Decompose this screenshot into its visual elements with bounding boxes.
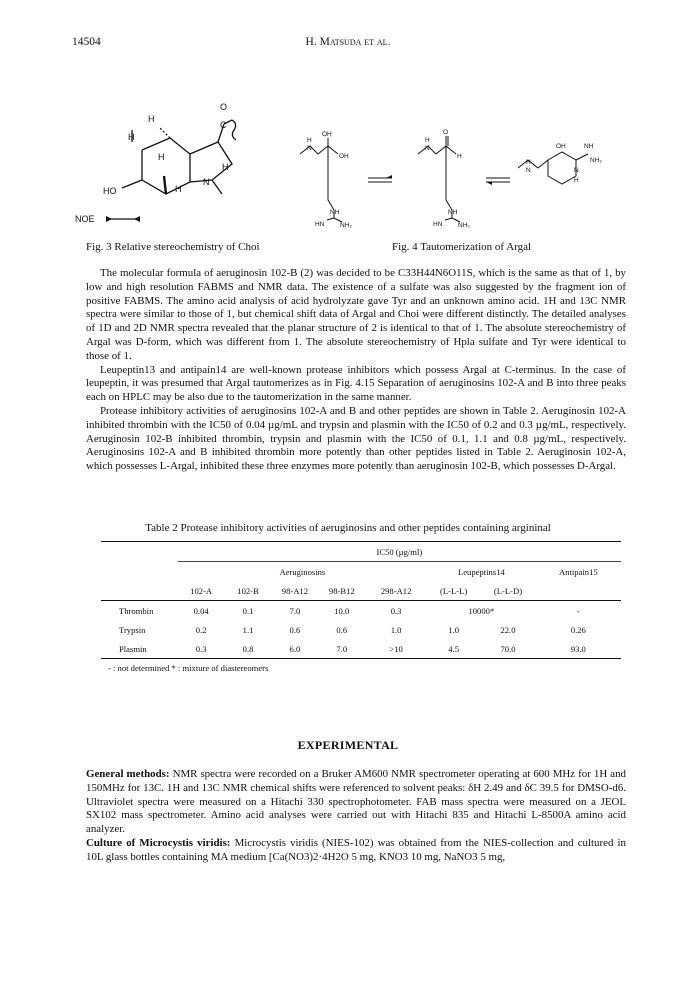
table-cell: - <box>576 605 580 616</box>
fig4-m1-oh1: OH <box>322 131 332 138</box>
general-methods-paragraph <box>86 768 626 837</box>
col-header: (L-L-L) <box>440 585 468 596</box>
table2 <box>101 541 621 659</box>
equilibrium-arrow-1-icon <box>386 175 392 178</box>
fig3-structure <box>106 120 236 219</box>
table-cell: 7.0 <box>336 643 348 654</box>
table-cell: 6.0 <box>289 643 301 654</box>
col-header: 102-A <box>190 585 213 596</box>
table-row <box>101 639 621 659</box>
antipain-header: Antipain15 <box>536 562 621 582</box>
fig3-atom-ho: HO <box>103 186 117 196</box>
col-header: 102-B <box>237 585 259 596</box>
table-cell: 0.6 <box>336 624 348 635</box>
equilibrium-arrow-2-icon <box>486 182 492 185</box>
fig4-structures <box>300 136 588 222</box>
fig4-m3-h2: H <box>574 177 579 184</box>
leupeptins-header: Leupeptins14 <box>427 562 536 582</box>
ic50-header: IC50 (µg/ml) <box>376 546 423 557</box>
row-label: Thrombin <box>119 605 154 616</box>
culture-paragraph <box>86 837 626 865</box>
running-authors: H. Matsuda et al. <box>305 36 391 48</box>
table-cell: 70.0 <box>500 643 516 654</box>
general-methods-text: NMR spectra were recorded on a Bruker AM600 NMR spectrometer operating at 600 MHz for 1H and 150MHz for 13C. 1H and 13C NMR chemical shifts were referenced to solvent peaks: δH 2.49 and δC 39.5 for DMSO-d6. Ultraviolet spectra were measured on a Hitachi 330 spectrophotometer. FAB mass spectra were measured on a JEOL SX102 mass spectrometer. Amino acid analyses were carried out with Hitachi 835 and Hitachi L-8500A amino acid analyzer. <box>86 768 627 836</box>
table-cell: 0.26 <box>570 624 586 635</box>
noe-arrow-left-icon <box>106 216 112 222</box>
fig4-m1-n: N <box>307 145 312 152</box>
table-cell: 0.3 <box>195 643 207 654</box>
paragraph-1: The molecular formula of aeruginosin 102-B (2) was decided to be C33H44N6O11S, which is the same as that of 1, by low and high resolution FABMS and NMR data. The existence of a sulfate was also suggested by the fragment ion of positive FABMS. The amino acid analysis of acid hydrolyzate gave Tyr and an unknown amino acid. 1H and 13C NMR spectra were similar to those of 1, but chemical shift data of Argal and Choi were different distinctly. The detailed analyses of 1D and 2D NMR spectra revealed that the planar structure of 2 is identical to that of 1. The absolute stereochemistry of Argal was D-form, which was different from 1. The absolute stereochemistry of Hpla sulfate and Tyr were identical to those of 1. <box>86 267 626 362</box>
page-number: 14504 <box>72 36 101 48</box>
fig3-atom-h3: H <box>158 152 165 162</box>
fig4-m3-nh: NH <box>584 143 594 150</box>
paragraph-2: Leupeptin13 and antipain14 are well-known protease inhibitors which possess Argal at C-terminus. In the case of leupeptin, it was presumed that Argal tautomerizes as in Fig. 4.15 Separation of aeruginosins 102-A and B into three peaks each on HPLC may be also due to the tautomerization in the same manner. <box>86 363 626 404</box>
table-row <box>101 620 621 639</box>
experimental-heading: EXPERIMENTAL <box>297 738 399 752</box>
fig4-m2-nh2: NH₂ <box>458 222 470 229</box>
fig4-labels <box>307 129 602 229</box>
fig3-atom-h2: H <box>128 132 135 142</box>
col-header: 98-B12 <box>328 585 355 596</box>
fig4-caption: Fig. 4 Tautomerization of Argal <box>392 241 532 253</box>
table-cell: 4.5 <box>448 643 460 654</box>
results-text <box>86 267 626 474</box>
fig3-atom-h5: H <box>175 184 182 194</box>
table-cell: 0.8 <box>242 643 254 654</box>
table-cell: 1.1 <box>242 624 254 635</box>
fig4-m1-nh: NH <box>330 209 340 216</box>
table-cell: 0.3 <box>390 605 402 616</box>
table-cell: 10.0 <box>334 605 350 616</box>
fig4-m2-nh: NH <box>448 209 458 216</box>
fig3-caption: Fig. 3 Relative stereochemistry of Choi <box>86 241 260 253</box>
fig3-atom-h1: H <box>148 114 155 124</box>
paragraph-3: Protease inhibitory activities of aeruginosins 102-A and B and other peptides are shown in Table 2. Aeruginosin 102-A inhibited thrombin with the IC50 of 0.04 µg/mL and trypsin and plasmin with the IC50 of 0.2 and 0.3 µg/mL, respectively. Aeruginosin 102-B inhibited thrombin, trypsin and plasmin with the IC50 of 0.1, 1.1 and 0.8 µg/mL, respectively. Aeruginosins 102-A and B inhibited thrombin more potently than other peptides listed in Table 2. Aeruginosin 102-A, which possesses L-Argal, inhibited these three enzymes more potently than aeruginosin 102-B, which possesses D-Argal. <box>86 404 626 473</box>
table-cell: 22.0 <box>500 624 516 635</box>
col-header: 98-A12 <box>281 585 309 596</box>
col-header: (L-L-D) <box>493 585 523 596</box>
culture-text: Microcystis viridis (NIES-102) was obtained from the NIES-collection and cultured in 10L glass bottles containing MA medium [Ca(NO3)2·4H2O 5 mg, KNO3 10 mg, NaNO3 5 mg, <box>86 836 626 863</box>
fig4-m2-o: O <box>443 129 449 136</box>
fig4-m2-hh: H <box>425 137 430 144</box>
fig4-m3-oh: OH <box>556 143 566 150</box>
table-cell: 0.1 <box>242 605 254 616</box>
table-cell: 0.6 <box>289 624 301 635</box>
table-cell: 1.0 <box>390 624 402 635</box>
general-methods-head: General methods: <box>86 768 170 780</box>
table-cell: 10000* <box>468 605 495 616</box>
fig4-m3-n1: N <box>526 167 531 174</box>
table-cell: 7.0 <box>289 605 301 616</box>
aeruginosins-header: Aeruginosins <box>178 562 427 582</box>
table-cell: 93.0 <box>570 643 586 654</box>
fig4-m2-h: H <box>457 153 462 160</box>
table2-caption: Table 2 Protease inhibitory activities of aeruginosins and other peptides containing argininal <box>145 522 551 534</box>
fig3-atom-h4: H <box>222 162 229 172</box>
culture-head: Culture of Microcystis viridis: <box>86 836 231 849</box>
fig4-m1-h: H <box>307 137 312 144</box>
fig4-m2-n: N <box>425 145 430 152</box>
table-cell: >10 <box>389 643 403 654</box>
row-label: Trypsin <box>119 624 146 635</box>
fig3-labels <box>75 102 229 224</box>
table-cell: 0.04 <box>193 605 209 616</box>
fig4-m3-nh2: NH₂ <box>590 157 602 164</box>
fig4-m2-hn: HN <box>433 221 443 228</box>
fig3-noe-label: NOE <box>75 214 95 224</box>
table-row <box>101 601 621 621</box>
experimental-text <box>86 768 626 865</box>
fig4-m1-nh2: NH₂ <box>340 222 352 229</box>
fig3-atom-c: C <box>220 120 227 130</box>
col-header: 298-A12 <box>380 585 412 596</box>
table-cell: 0.2 <box>195 624 207 635</box>
fig4-m1-oh2: OH <box>339 153 349 160</box>
fig4-m1-hn: HN <box>315 221 325 228</box>
figure-structures <box>72 90 632 250</box>
fig3-atom-n: N <box>203 177 210 187</box>
table2-footnote: - : not determined * : mixture of diastereomers <box>108 663 269 673</box>
fig4-m3-n2: N <box>574 167 579 174</box>
row-label: Plasmin <box>119 643 147 654</box>
table-cell: 1.0 <box>448 624 460 635</box>
noe-arrow-right-icon <box>134 216 140 222</box>
fig4-m3-h1: H <box>526 159 531 166</box>
fig3-atom-o: O <box>220 102 228 112</box>
